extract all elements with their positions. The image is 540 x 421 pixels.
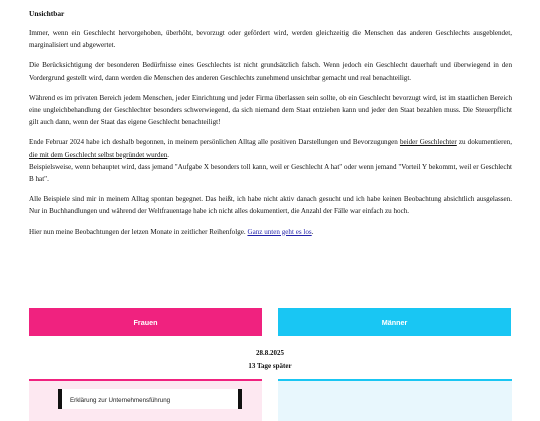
paragraph-6-end: . [311,227,314,236]
paragraph-4-text-mid: zu dokumentieren, [456,138,512,147]
paragraph-4-example: Beispielsweise, wenn behauptet wird, dass jemand "Aufgabe X besonders toll kann, weil er Geschlecht A hat" oder wenn jemand "Vorteil Y bekommt, weil er Geschlecht B hat". [29,162,512,184]
paragraph-1: Immer, wenn ein Geschlecht hervorgehoben, überhöht, bevorzugt oder gefördert wird, werden gleichzeitig die Menschen das anderen Geschlechts ausgeblendet, marginalisiert und abgewertet. [29,29,512,50]
paragraph-4-text-end: . [167,150,170,159]
women-button[interactable]: Frauen [29,308,262,336]
men-entry-column [278,379,512,421]
document-title: Erklärung zur Unternehmensführung [70,397,171,404]
gender-justified-link[interactable]: die mit dem Geschlecht selbst begründet wurden [29,150,168,159]
men-button[interactable]: Männer [278,308,511,336]
paragraph-4 [29,136,512,185]
paragraph-3: Während es im privaten Bereich jedem Menschen, jeder Einrichtung und jeder Firma überlassen sein sollte, ob ein Geschlecht bevorzugt wird, ist im staatlichen Bereich eine ungleichbehandlung der Geschlechter besonders schwerwiegend, da sich niemand dem Staat entziehen kann und jeder den Staat bezahlen muss. Die Steuerpflicht gilt auch dann, wenn der Staat das eigene Geschlecht benachteiligt! [29,93,512,127]
paragraph-2: Die Berücksichtigung der besonderen Bedürfnisse eines Geschlechts ist nicht grundsätzlich falsch. Wenn jedoch ein Geschlecht dauerhaft und überwiegend in den Vordergrund gestellt wird, dann werden die Menschen des anderen Geschlechts zunehmend unsichtbar gemacht und real benachteiligt. [29,61,512,82]
gender-filter-buttons [29,308,512,336]
both-genders-link[interactable]: beider Geschlechter [399,138,457,147]
paragraph-6-text: Hier nun meine Beobachtungen der letzen Monate in zeitlicher Reihenfolge. [29,227,248,236]
paragraph-5: Alle Beispiele sind mir in meinem Alltag spontan begegnet. Das heißt, ich habe nicht aktiv danach gesucht und ich habe keinen Beobachtung absichtlich ausgelassen. Nur in Buchhandlungen und während der Weltfrauentage habe ich nicht alles dokumentiert, die Anzahl der Fälle war einfach zu hoch. [29,195,512,216]
page-title: Unsichtbar [29,9,65,18]
entry-interval: 13 Tage später [248,362,292,370]
entry-date: 28.8.2025 [256,349,284,357]
paragraph-6 [29,226,512,238]
start-at-bottom-link[interactable]: Ganz unten geht es los [247,227,312,236]
document-screenshot [58,389,242,409]
paragraph-4-text-start: Ende Februar 2024 habe ich deshalb begonnen, in meinem persönlichen Alltag alle positiven Darstellungen und Bevorzugungen [29,138,400,147]
article [29,9,512,246]
